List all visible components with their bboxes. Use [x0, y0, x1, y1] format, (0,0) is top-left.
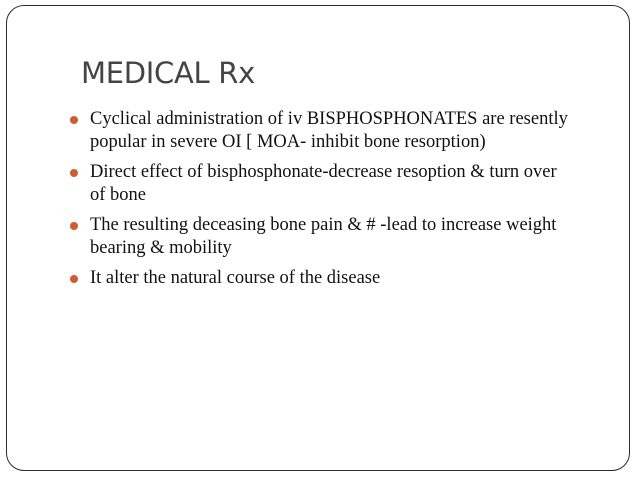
bullet-item [70, 267, 570, 290]
bullet-dot-icon [70, 116, 78, 124]
bullet-dot-icon [70, 275, 78, 283]
bullet-text: Cyclical administration of iv BISPHOSPHONATES are resently popular in severe OI [ MOA- inhibit bone resorption) [90, 109, 568, 152]
bullet-item [70, 108, 570, 154]
bullet-item [70, 161, 570, 207]
bullet-text: The resulting deceasing bone pain & # -lead to increase weight bearing & mobility [90, 215, 557, 258]
bullet-list [70, 108, 570, 297]
bullet-text: Direct effect of bisphosphonate-decrease resoption & turn over of bone [90, 162, 557, 205]
bullet-text: It alter the natural course of the disease [90, 268, 381, 288]
slide-title: MEDICAL Rx [81, 56, 256, 90]
bullet-dot-icon [70, 222, 78, 230]
bullet-item [70, 214, 570, 260]
bullet-dot-icon [70, 169, 78, 177]
